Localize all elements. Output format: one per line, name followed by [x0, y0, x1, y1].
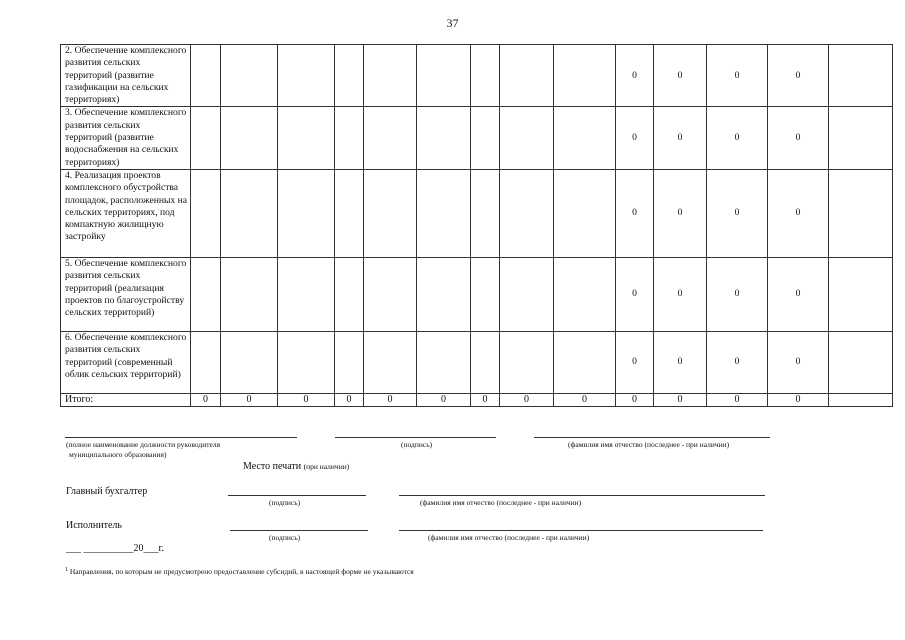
table-cell: [471, 169, 500, 257]
table-cell: 0: [616, 393, 654, 406]
table-cell: 0: [471, 393, 500, 406]
row-label: 2. Обеспечение комплексного развития сельских территорий (развитие газификации на сельских территориях): [61, 45, 191, 107]
table-cell: [554, 331, 616, 393]
total-row: [61, 393, 893, 406]
table-cell: [278, 107, 335, 169]
table-cell: [554, 169, 616, 257]
table-row: [61, 331, 893, 393]
table-row: [61, 107, 893, 169]
table-cell: [278, 331, 335, 393]
table-cell: 0: [278, 393, 335, 406]
table-cell: 0: [616, 169, 654, 257]
head-signature-caption: (подпись): [401, 440, 433, 449]
table-cell: [364, 257, 417, 331]
table-cell: 0: [654, 257, 707, 331]
date-line: ___ __________20___г.: [66, 543, 164, 554]
chief-accountant-signature-line: [228, 495, 366, 496]
table-cell: 0: [768, 257, 829, 331]
row-label: 4. Реализация проектов комплексного обустройства площадок, расположенных на сельских территориях, под компактную жилищную застройку: [61, 169, 191, 257]
table-cell: [278, 45, 335, 107]
table-cell: [221, 45, 278, 107]
executor-label: Исполнитель: [66, 520, 122, 531]
chief-accountant-signature-caption: (подпись): [269, 498, 301, 507]
page-number: 37: [446, 16, 459, 30]
table-cell: 0: [335, 393, 364, 406]
table-cell: 0: [768, 107, 829, 169]
table-cell: 0: [707, 45, 768, 107]
table-cell: 0: [554, 393, 616, 406]
table-cell: [191, 45, 221, 107]
table-row: [61, 45, 893, 107]
table-cell: 0: [654, 393, 707, 406]
table-cell: [471, 107, 500, 169]
head-position-caption-continued: муниципального образования): [69, 450, 167, 459]
stamp-place-label: [243, 461, 349, 473]
head-full-name-caption: (фамилия имя отчество (последнее - при наличии): [568, 440, 730, 449]
stamp-place-text: Место печати: [243, 461, 302, 472]
table-cell: 0: [500, 393, 554, 406]
table-cell: [500, 169, 554, 257]
table-cell: [471, 331, 500, 393]
footnote: [65, 567, 414, 576]
table-cell: 0: [417, 393, 471, 406]
table-cell: 0: [768, 45, 829, 107]
table-cell: 0: [768, 331, 829, 393]
table-cell: [500, 331, 554, 393]
table-cell: 0: [616, 257, 654, 331]
footnote-text: Направления, по которым не предусмотрено предоставление субсидий, в настоящей форме не указываются: [69, 567, 414, 576]
table-cell: 0: [768, 393, 829, 406]
chief-accountant-name-line: [399, 495, 765, 496]
table-cell: [221, 107, 278, 169]
chief-accountant-label: Главный бухгалтер: [66, 486, 148, 497]
head-full-name-line: [534, 437, 770, 438]
footnote-marker: 1: [65, 567, 68, 573]
table-cell: [554, 45, 616, 107]
table-cell: [417, 45, 471, 107]
table-cell: [221, 169, 278, 257]
table-cell: [500, 257, 554, 331]
table-cell: 0: [616, 107, 654, 169]
table-cell: [364, 107, 417, 169]
table-cell: [364, 331, 417, 393]
table-cell: [278, 169, 335, 257]
table-cell: [364, 169, 417, 257]
row-label: Итого:: [61, 393, 191, 406]
table-cell: [417, 257, 471, 331]
table-cell: [364, 45, 417, 107]
table-cell: [554, 257, 616, 331]
table-cell: [500, 107, 554, 169]
executor-name-line: [399, 530, 763, 531]
table-cell: [335, 257, 364, 331]
stamp-place-note: (при наличии): [303, 462, 350, 471]
executor-name-caption: (фамилия имя отчество (последнее - при наличии): [428, 533, 590, 542]
table-cell: [829, 45, 893, 107]
table-cell: 0: [616, 331, 654, 393]
table-cell: 0: [654, 107, 707, 169]
table-cell: [191, 257, 221, 331]
head-signature-line: [335, 437, 496, 438]
head-position-line: [65, 437, 297, 438]
table-cell: [554, 107, 616, 169]
chief-accountant-name-caption: (фамилия имя отчество (последнее - при наличии): [420, 498, 582, 507]
table-row: [61, 169, 893, 257]
row-label: 6. Обеспечение комплексного развития сельских территорий (современный облик сельских территорий): [61, 331, 191, 393]
table-cell: 0: [707, 107, 768, 169]
table-cell: [829, 107, 893, 169]
table-cell: [335, 331, 364, 393]
table-cell: 0: [364, 393, 417, 406]
table-cell: [335, 169, 364, 257]
table-cell: 0: [191, 393, 221, 406]
executor-signature-caption: (подпись): [269, 533, 301, 542]
table-cell: 0: [654, 169, 707, 257]
table-cell: 0: [707, 331, 768, 393]
table-cell: [191, 169, 221, 257]
table-cell: 0: [616, 45, 654, 107]
table-cell: [829, 393, 893, 406]
table-cell: [191, 331, 221, 393]
table-cell: [471, 257, 500, 331]
table-cell: [335, 107, 364, 169]
head-position-caption: (полное наименование должности руководителя: [66, 440, 221, 449]
executor-signature-line: [230, 530, 368, 531]
table-cell: [829, 169, 893, 257]
table-cell: 0: [221, 393, 278, 406]
table-cell: 0: [707, 257, 768, 331]
table-cell: [829, 331, 893, 393]
table-cell: [191, 107, 221, 169]
table-row: [61, 257, 893, 331]
table-cell: [417, 331, 471, 393]
table-cell: 0: [654, 45, 707, 107]
table-cell: [335, 45, 364, 107]
table-cell: 0: [768, 169, 829, 257]
table-cell: [417, 169, 471, 257]
table-cell: 0: [707, 169, 768, 257]
table-cell: [471, 45, 500, 107]
row-label: 5. Обеспечение комплексного развития сельских территорий (реализация проектов по благоустройству сельских территорий): [61, 257, 191, 331]
table-cell: [221, 331, 278, 393]
subsidy-report-table: [60, 44, 893, 407]
table-cell: [278, 257, 335, 331]
table-cell: 0: [654, 331, 707, 393]
table-cell: [417, 107, 471, 169]
table-cell: [829, 257, 893, 331]
table-cell: 0: [707, 393, 768, 406]
table-cell: [500, 45, 554, 107]
table-cell: [221, 257, 278, 331]
row-label: 3. Обеспечение комплексного развития сельских территорий (развитие водоснабжения на сельских территориях): [61, 107, 191, 169]
